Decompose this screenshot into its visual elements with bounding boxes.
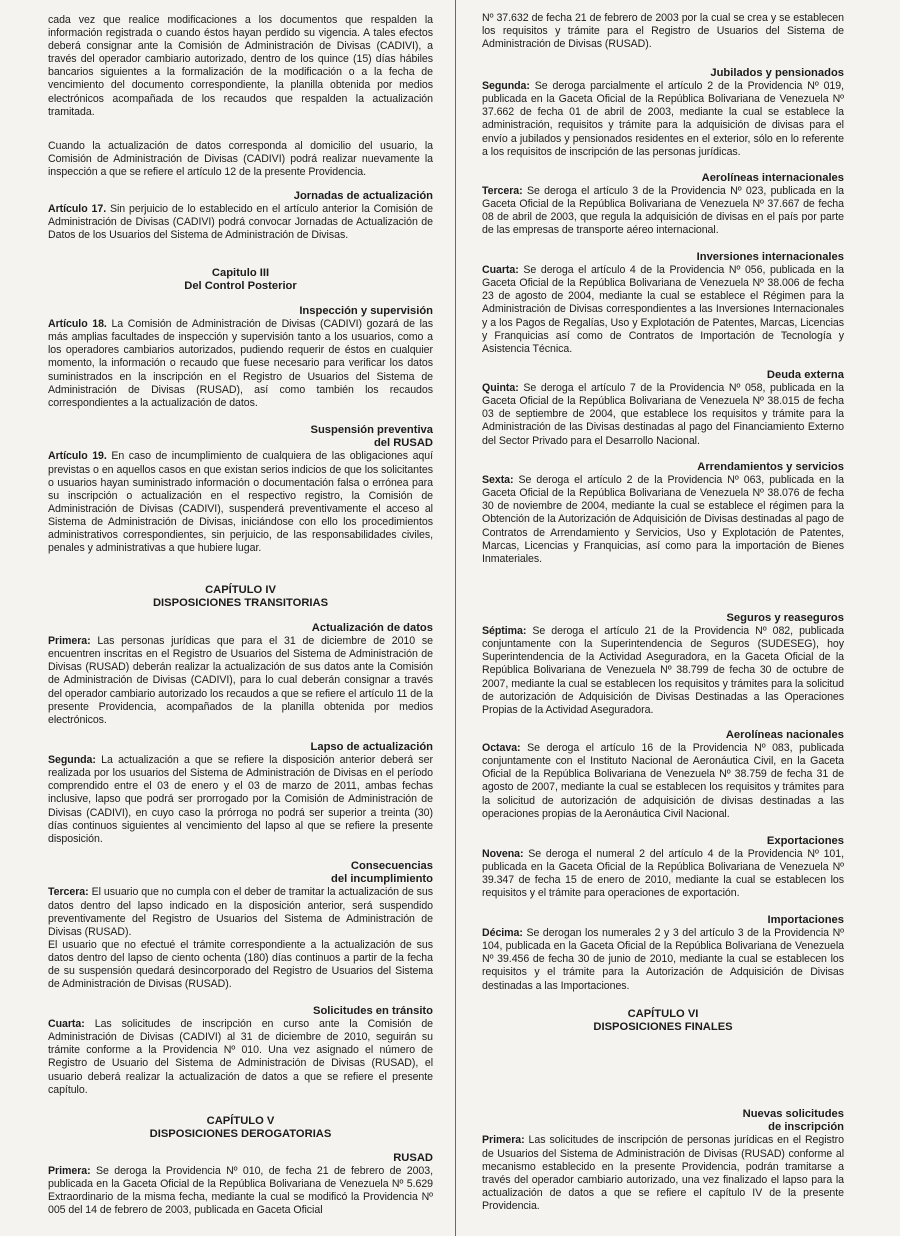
disposicion-transitoria-segunda <box>48 754 433 846</box>
section-heading: Suspensión preventiva <box>310 424 433 436</box>
section-heading: Nuevas solicitudes <box>742 1108 844 1120</box>
chapter-subtitle: DISPOSICIONES FINALES <box>593 1021 733 1034</box>
right-column <box>482 0 844 1236</box>
disposicion-text: Las personas jurídicas que para el 31 de diciembre de 2010 se encuentren inscritas en el Registro de Usuarios del Sistema de Administración de Divisas (RUSAD) deberán realizar la actualización de sus datos ante la Comisión de Administración de Divisas (CADIVI), para lo cual deberán consignar a través del operador cambiario autorizado los recaudos a que se refiere el artículo 11 de la presente Providencia, acompañados de la planilla obtenida por medios electrónicos. <box>48 635 433 726</box>
disposicion-label: Décima: <box>482 927 523 940</box>
disposicion-label: Séptima: <box>482 625 527 638</box>
disposicion-derogatoria-sexta <box>482 474 844 566</box>
section-jubilados <box>482 67 844 159</box>
disposicion-label: Primera: <box>48 1165 91 1178</box>
section-heading: Lapso de actualización <box>310 741 433 753</box>
chapter-subtitle: Del Control Posterior <box>184 280 297 293</box>
section-heading: Jubilados y pensionados <box>710 67 844 79</box>
disposicion-derogatoria-segunda <box>482 80 844 159</box>
paragraph-continuation <box>482 12 844 51</box>
disposicion-text: Se deroga el artículo 2 de la Providencia Nº 063, publicada en la Gaceta Oficial de la República Bolivariana de Venezuela Nº 38.076 de fecha 30 de noviembre de 2004, mediante la cual se establece el régimen para la Obtención de la Autorización de Adquisición de Divisas destinadas al pago de Contratos de Arrendamiento y Servicios, Uso y Explotación de Patentes, Marcas, Licencias y Franquicias, así como para la importación de Bienes Inmateriales. <box>482 474 844 565</box>
article-label: Artículo 17. <box>48 203 107 216</box>
section-heading: Seguros y reaseguros <box>726 612 844 624</box>
section-heading: Actualización de datos <box>311 622 433 634</box>
chapter-title: Capitulo III <box>211 267 270 279</box>
disposicion-text: Se deroga el artículo 3 de la Providencia Nº 023, publicada en la Gaceta Oficial de la República Bolivariana de Venezuela Nº 37.667 de fecha 08 de abril de 2003, que regula la adquisición de divisas en el país por parte de las empresas de transporte aéreo internacional. <box>482 185 844 237</box>
section-actualizacion <box>48 622 433 727</box>
section-heading: Importaciones <box>767 914 844 926</box>
section-aerolineas-internacionales <box>482 172 844 238</box>
section-consecuencias <box>48 860 433 991</box>
section-inversiones <box>482 251 844 356</box>
disposicion-derogatoria-cuarta <box>482 264 844 356</box>
section-solicitudes <box>48 1005 433 1097</box>
section-heading: Jornadas de actualización <box>293 190 433 202</box>
chapter-title: CAPÍTULO IV <box>205 584 276 596</box>
section-rusad <box>48 1152 433 1218</box>
disposicion-text: Se deroga el artículo 16 de la Providencia Nº 083, publicada conjuntamente con el Instituto Nacional de Aeronáutica Civil, en la Gaceta Oficial de la República Bolivariana de Venezuela Nº 38.759 de fecha 31 de agosto de 2007, mediante la cual se establecen los requisitos y trámites para la solicitud de autorización de adquisición de divisas destinadas a las operaciones propias de la Aeronáutica Civil Nacional. <box>482 742 844 820</box>
disposicion-label: Tercera: <box>482 185 523 198</box>
disposicion-label: Quinta: <box>482 382 519 395</box>
disposicion-label: Primera: <box>482 1134 525 1147</box>
section-heading: Solicitudes en tránsito <box>313 1005 433 1017</box>
article-18 <box>48 318 433 410</box>
disposicion-derogatoria-septima <box>482 625 844 717</box>
section-heading: Aerolíneas nacionales <box>725 729 844 741</box>
disposicion-text: Se deroga el artículo 4 de la Providencia Nº 056, publicada en la Gaceta Oficial de la República Bolivariana de Venezuela Nº 38.006 de fecha 23 de agosto de 2004, mediante la cual se establece el Régimen para la Administración de Divisas correspondientes a las Inversiones Internacionales y a los Pagos de Regalías, Uso y Explotación de Patentes, Marcas, Licencias y Franquicias así como de Contratos de Importación de Tecnología y Asistencia Técnica. <box>482 264 844 355</box>
disposicion-derogatoria-decima <box>482 927 844 992</box>
section-heading: Inspección y supervisión <box>299 305 433 317</box>
section-jornadas <box>48 190 433 242</box>
disposicion-label: Primera: <box>48 635 91 648</box>
paragraph-domicilio <box>48 140 433 179</box>
disposicion-label: Sexta: <box>482 474 514 487</box>
section-aerolineas-nacionales <box>482 729 844 821</box>
disposicion-text: Se deroga el numeral 2 del artículo 4 de la Providencia Nº 101, publicada en la Gaceta Oficial de la República Bolivariana de Venezuela Nº 39.347 de fecha 15 de enero de 2010, mediante la cual se establecen los requisitos y el trámite para operaciones de exportación. <box>482 848 844 900</box>
chapter-6-heading <box>482 1008 844 1034</box>
section-exportaciones <box>482 835 844 901</box>
column-divider <box>455 0 456 1236</box>
disposicion-text: Se derogan los numerales 2 y 3 del artículo 3 de la Providencia Nº 104, publicada en la Gaceta Oficial de la República Bolivariana de Venezuela Nº 39.456 de fecha 30 de junio de 2010, mediante la cual se establecen los requisitos y el trámite para la Autorización de Adquisición de Divisas destinadas a las Importaciones. <box>482 927 844 992</box>
chapter-3-heading <box>48 267 433 293</box>
section-nuevas-solicitudes <box>482 1108 844 1213</box>
section-heading: Inversiones internacionales <box>696 251 844 263</box>
disposicion-derogatoria-novena <box>482 848 844 900</box>
section-lapso <box>48 741 433 846</box>
section-arrendamientos <box>482 461 844 566</box>
section-suspension <box>48 424 433 555</box>
paragraph-continuation <box>48 14 433 119</box>
disposicion-final-primera <box>482 1134 844 1213</box>
disposicion-label: Cuarta: <box>48 1018 85 1031</box>
disposicion-label: Octava: <box>482 742 521 755</box>
section-heading: del RUSAD <box>373 437 433 450</box>
section-heading: Consecuencias <box>350 860 433 872</box>
disposicion-label: Tercera: <box>48 886 89 899</box>
disposicion-label: Segunda: <box>482 80 530 93</box>
disposicion-transitoria-cuarta <box>48 1018 433 1097</box>
chapter-title: CAPÍTULO VI <box>627 1008 699 1020</box>
section-heading: Deuda externa <box>766 369 844 381</box>
section-heading: del incumplimiento <box>331 873 433 886</box>
disposicion-transitoria-tercera <box>48 886 433 938</box>
disposicion-label: Cuarta: <box>482 264 519 277</box>
disposicion-text: Se deroga el artículo 21 de la Providencia Nº 082, publicada conjuntamente con la Superintendencia de Seguros (SUDESEG), hoy Superintendencia de la Actividad Aseguradora, en la Gaceta Oficial de la República Bolivariana de Venezuela Nº 38.799 de fecha 30 de octubre de 2007, mediante la cual se establecen los requisitos y trámites para la solicitud de autorización de Adquisición de Divisas Destinadas a las Operaciones Propias de la Actividad Aseguradora. <box>482 625 844 716</box>
section-inspeccion <box>48 305 433 410</box>
disposicion-text-continued: El usuario que no efectué el trámite correspondiente a la actualización de sus datos dentro del lapso de ciento ochenta (180) días continuos a partir de la fecha de su suspensión quedará desincorporado del Registro de Usuarios del Sistema de Administración de Divisas (RUSAD). <box>48 938 433 991</box>
disposicion-derogatoria-tercera <box>482 185 844 237</box>
disposicion-derogatoria-primera <box>48 1165 433 1217</box>
disposicion-transitoria-primera <box>48 635 433 727</box>
disposicion-label: Segunda: <box>48 754 96 767</box>
disposicion-text: La actualización a que se refiere la disposición anterior deberá ser realizada por los usuarios del Sistema de Administración de Divisas en el período comprendido entre el 03 de enero y el 03 de marzo de 2011, ambas fechas inclusive, lapso que podrá ser prorrogado por la Comisión de Administración de Divisas (CADIVI), en cuyo caso la prórroga no podrá ser superior a treinta (30) días continuos siguientes al vencimiento del lapso al que se refiere la presente disposición. <box>48 754 433 845</box>
disposicion-text: Se deroga la Providencia Nº 010, de fecha 21 de febrero de 2003, publicada en la Gaceta Oficial de la República Bolivariana de Venezuela Nº 5.629 Extraordinario de la misma fecha, mediante la cual se modificó la Providencia Nº 005 del 14 de febrero de 2003, publicada en Gaceta Oficial <box>48 1165 433 1217</box>
article-label: Artículo 19. <box>48 450 107 463</box>
disposicion-text: Las solicitudes de inscripción de personas jurídicas en el Registro de Usuarios del Sistema de Administración de Divisas (RUSAD) conforme al mecanismo establecido en la presente Providencia, podrán tramitarse a través del operador cambiario autorizado, una vez finalizado el lapso para la actualización de datos a que se refiere el capítulo IV de la presente Providencia. <box>482 1134 844 1212</box>
article-text: La Comisión de Administración de Divisas (CADIVI) gozará de las más amplias facultades de inspección y supervisión tanto a los usuarios, como a los operadores cambiarios autorizados, pudiendo requerir de éstos en cualquier momento, la información o recaudo que fuese necesario para verificar los datos suministrados en la inscripción en el Registro de Usuarios del Sistema de Administración de Divisas (RUSAD), así como también los recaudos correspondientes a la actualización de datos. <box>48 318 433 409</box>
chapter-subtitle: DISPOSICIONES DEROGATORIAS <box>149 1128 332 1141</box>
paragraph-text: Cuando la actualización de datos corresponda al domicilio del usuario, la Comisión de Administración de Divisas (CADIVI) podrá realizar nuevamente la inspección a que se refiere el artículo 12 de la presente Providencia. <box>48 140 433 179</box>
chapter-title: CAPÍTULO V <box>206 1115 275 1127</box>
section-heading: de inscripción <box>768 1121 844 1134</box>
paragraph-text: cada vez que realice modificaciones a los documentos que respalden la información registrada o cuando éstos hayan perdido su vigencia. A tales efectos deberá consignar ante la Comisión de Administración de Divisas (CADIVI), a través del operador cambiario autorizado, dentro de los quince (15) días hábiles bancarios siguientes a la formalización de la modificación o a la fecha de vencimiento del documento correspondiente, la planilla obtenida por medios electrónicos acompañada de los recaudos que respalden la actualización tramitada. <box>48 14 433 118</box>
section-heading: Exportaciones <box>766 835 844 847</box>
disposicion-text: Las solicitudes de inscripción en curso ante la Comisión de Administración de Divisas (CADIVI) al 31 de diciembre de 2010, seguirán su trámite conforme a la Providencia Nº 010. Una vez asignado el número de Registro de Usuario del Sistema de Administración de Divisas (RUSAD), el usuario deberá realizar la actualización de datos a que se refiere el presente capítulo. <box>48 1018 433 1096</box>
paragraph-text: Nº 37.632 de fecha 21 de febrero de 2003 por la cual se crea y se establecen los requisitos y trámite para el Registro de Usuarios del Sistema de Administración de Divisas (RUSAD). <box>482 12 844 51</box>
section-deuda <box>482 369 844 448</box>
disposicion-derogatoria-quinta <box>482 382 844 447</box>
article-19 <box>48 450 433 555</box>
section-heading: Aerolíneas internacionales <box>701 172 844 184</box>
article-17 <box>48 203 433 242</box>
chapter-subtitle: DISPOSICIONES TRANSITORIAS <box>152 597 329 610</box>
article-text: En caso de incumplimiento de cualquiera de las obligaciones aquí previstas o en aquellos casos en que existan serios indicios de que los solicitantes o usuarios hayan suministrado información o documentación falsa o errónea para su inscripción o actualización en el respectivo registro, la Comisión de Administración de Divisas (CADIVI), suspenderá preventivamente el acceso al Sistema de Administración de Divisas, iniciándose con ello los procedimientos administrativos correspondientes, sin perjuicio, de las responsabilidades civiles, penales y administrativas a que hubiere lugar. <box>48 450 434 555</box>
disposicion-text: Se deroga el artículo 7 de la Providencia Nº 058, publicada en la Gaceta Oficial de la República Bolivariana de Venezuela Nº 38.015 de fecha 03 de septiembre de 2004, que establece los requisitos y trámite para la Administración de las Divisas destinadas al pago del Financiamiento Externo del Sector Privado para el Desarrollo Nacional. <box>482 382 844 447</box>
chapter-5-heading <box>48 1115 433 1141</box>
article-text: Sin perjuicio de lo establecido en el artículo anterior la Comisión de Administración de Divisas (CADIVI) podrá convocar Jornadas de Actualización de Datos de los Usuarios del Sistema de Administración de Divisas. <box>48 203 434 242</box>
disposicion-text: Se deroga parcialmente el artículo 2 de la Providencia Nº 019, publicada en la Gaceta Oficial de la República Bolivariana de Venezuela Nº 37.662 de fecha 01 de abril de 2003, mediante la cual se establece la administración, requisitos y trámite para la adquisición de divisas para el envío a jubilados y pensionados residentes en el exterior, sólo en lo referente a los requisitos de inscripción de las personas jurídicas. <box>482 80 844 158</box>
disposicion-derogatoria-octava <box>482 742 844 821</box>
section-heading: RUSAD <box>393 1152 433 1164</box>
section-seguros <box>482 612 844 717</box>
section-importaciones <box>482 914 844 993</box>
section-heading: Arrendamientos y servicios <box>697 461 844 473</box>
left-column <box>48 0 433 1236</box>
chapter-4-heading <box>48 584 433 610</box>
disposicion-text: El usuario que no cumpla con el deber de tramitar la actualización de sus datos dentro del lapso indicado en la disposición anterior, será suspendido preventivamente del Registro de Usuarios del Sistema de Administración de Divisas (RUSAD). <box>48 886 433 938</box>
disposicion-label: Novena: <box>482 848 524 861</box>
article-label: Artículo 18. <box>48 318 107 331</box>
